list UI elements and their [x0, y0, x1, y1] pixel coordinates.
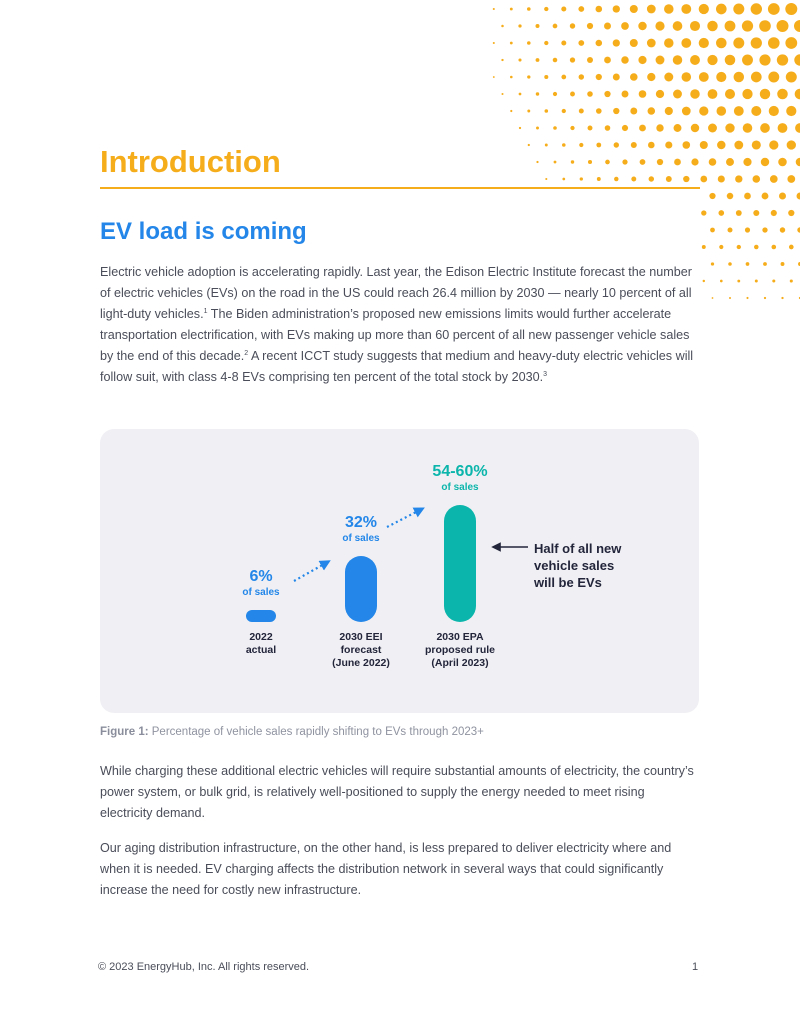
decorative-dot: [700, 176, 707, 183]
decorative-dot: [647, 5, 656, 14]
decorative-dot: [647, 73, 655, 81]
decorative-dot: [604, 91, 610, 97]
decorative-dot: [561, 75, 566, 80]
bar-2: [345, 556, 377, 622]
decorative-dot: [579, 143, 583, 147]
bar-value-sublabel-3: of sales: [441, 482, 479, 494]
decorative-dot: [785, 3, 797, 15]
decorative-dot: [493, 8, 495, 10]
decorative-dot: [501, 93, 503, 95]
decorative-dot: [536, 58, 540, 62]
bar-value-label-1: 6%: [249, 567, 273, 585]
decorative-dot: [702, 245, 706, 249]
decorative-dot: [707, 55, 717, 65]
decorative-dot: [510, 42, 513, 45]
intro-text-1: Electric vehicle adoption is accelerating rapidly. Last year, the Edison Electric Institute forecast the number of electric vehicles (EVs) on the road in the US could reach 26.4 million by 2030 — nearly 10 percent of all light-duty vehicles.: [100, 265, 692, 321]
decorative-dot: [501, 25, 504, 28]
decorative-dot: [690, 89, 700, 99]
decorative-dot: [553, 58, 558, 63]
decorative-dot: [742, 20, 753, 31]
decorative-dot: [729, 297, 731, 299]
decorative-dot: [737, 280, 740, 283]
decorative-dot: [674, 159, 681, 166]
decorative-dot: [579, 74, 584, 79]
decorative-dot: [753, 175, 761, 183]
decorative-dot: [596, 6, 603, 13]
decorative-dot: [770, 175, 778, 183]
decorative-dot: [665, 107, 673, 115]
decorative-dot: [707, 21, 717, 31]
figure-caption-label: Figure 1:: [100, 726, 149, 738]
decorative-dot: [691, 158, 698, 165]
distribution-paragraph: Our aging distribution infrastructure, on the other hand, is less prepared to deliver electricity where and when it is needed. EV charging affects the distribution network in several ways that could significantly increase the need for costly new infrastructure.: [100, 841, 672, 897]
decorative-dot: [777, 89, 788, 100]
decorative-dot: [787, 175, 795, 183]
decorative-dot: [527, 41, 531, 45]
decorative-dot: [631, 177, 636, 182]
bar-1: [246, 610, 276, 622]
decorative-dot: [759, 20, 771, 32]
decorative-dot: [736, 210, 742, 216]
decorative-dot: [604, 57, 611, 64]
decorative-dot: [796, 192, 800, 199]
decorative-dot: [717, 141, 725, 149]
decorative-dot: [777, 20, 789, 32]
decorative-dot: [690, 55, 700, 65]
decorative-dot: [580, 177, 583, 180]
decorative-dot: [699, 4, 709, 14]
decorative-dot: [510, 8, 513, 11]
decorative-dot: [781, 297, 783, 299]
decorative-dot: [536, 161, 538, 163]
decorative-dot: [519, 93, 522, 96]
category-label-1: 2022 actual: [245, 631, 277, 656]
decorative-dot: [674, 124, 682, 132]
decorative-dot: [742, 55, 753, 66]
decorative-dot: [604, 23, 611, 30]
decorative-dot: [614, 142, 619, 147]
decorative-dot: [640, 159, 646, 165]
decorative-dot: [751, 3, 762, 14]
decorative-dot: [753, 210, 759, 216]
figure-caption-text: Percentage of vehicle sales rapidly shifting to EVs through 2023+: [148, 726, 484, 738]
decorative-dot: [710, 228, 715, 233]
decorative-dot: [630, 5, 638, 13]
decorative-dot: [597, 177, 601, 181]
decorative-dot: [621, 56, 628, 63]
decorative-dot: [493, 42, 495, 44]
decorative-dot: [745, 227, 750, 232]
decorative-dot: [561, 6, 566, 11]
decorative-dot: [536, 127, 539, 130]
decorative-dot: [648, 142, 655, 149]
decorative-dot: [588, 126, 593, 131]
decorative-dot: [673, 21, 683, 31]
decorative-dot: [699, 38, 709, 48]
figure-caption: [100, 724, 484, 740]
decorative-dot: [703, 280, 705, 282]
decorative-dot: [544, 7, 548, 11]
decorative-dot: [780, 227, 785, 232]
decorative-dot: [666, 176, 672, 182]
decorative-dot: [562, 143, 566, 147]
decorative-dot: [664, 73, 673, 82]
decorative-dot: [544, 75, 548, 79]
decorative-dot: [771, 210, 777, 216]
decorative-dot: [570, 92, 575, 97]
decorative-dot: [518, 58, 521, 61]
decorative-dot: [536, 92, 539, 95]
decorative-dot: [786, 71, 797, 82]
decorative-dot: [795, 123, 800, 133]
decorative-dot: [649, 176, 654, 181]
page-number: 1: [692, 961, 699, 973]
decorative-dot: [790, 279, 793, 282]
decorative-dot: [578, 40, 584, 46]
decorative-dot: [579, 109, 584, 114]
decorative-dot: [622, 91, 629, 98]
decorative-dot: [772, 279, 775, 282]
decorative-dot: [613, 5, 620, 12]
decorative-dot: [493, 76, 495, 78]
decorative-dot: [683, 176, 689, 182]
bulk-grid-paragraph: While charging these additional electric vehicles will require substantial amounts of electricity, the country’s power system, or bulk grid, is relatively well-positioned to supply the energy needed to meet rising electricity demand.: [100, 764, 694, 820]
decorative-dot: [528, 144, 530, 146]
decorative-dot: [717, 106, 727, 116]
decorative-dot: [596, 143, 601, 148]
section-divider: [100, 187, 700, 189]
figure-callout: Half of all new vehicle sales will be EVs: [534, 541, 622, 590]
decorative-dot: [777, 54, 788, 65]
decorative-dot: [794, 54, 800, 65]
decorative-dot: [682, 107, 691, 116]
decorative-dot: [699, 72, 709, 82]
decorative-dot: [518, 24, 521, 27]
decorative-dot: [655, 21, 664, 30]
decorative-dot: [796, 158, 800, 167]
decorative-dot: [664, 4, 674, 14]
decorative-dot: [554, 161, 557, 164]
subsection-title: EV load is coming: [100, 218, 307, 245]
decorative-dot: [795, 89, 800, 100]
decorative-dot: [768, 37, 780, 49]
decorative-dot: [639, 125, 646, 132]
decorative-dot: [656, 124, 663, 131]
intro-text-2: The Biden administration’s proposed new emissions limits would further accelerate transportation electrification, with EVs making up more than 60 percent of all new passenger vehicle sales by the end of this decade.: [100, 307, 690, 363]
decorative-dot: [751, 106, 761, 116]
section-title: Introduction: [100, 144, 281, 179]
decorative-dot: [605, 125, 611, 131]
decorative-dot: [711, 262, 714, 265]
decorative-dot: [785, 37, 797, 49]
decorative-dot: [682, 72, 692, 82]
decorative-dot: [545, 144, 548, 147]
decorative-dot: [760, 123, 770, 133]
decorative-dot: [735, 175, 742, 182]
decorative-dot: [553, 24, 558, 29]
decorative-dot: [762, 227, 767, 232]
footnote-ref-2[interactable]: 2: [244, 349, 249, 357]
decorative-dot: [561, 40, 566, 45]
decorative-dot: [510, 110, 512, 112]
decorative-dot: [639, 90, 647, 98]
decorative-dot: [725, 89, 735, 99]
decorative-dot: [759, 54, 770, 65]
decorative-dot: [760, 89, 770, 99]
decorative-dot: [648, 107, 656, 115]
decorative-dot: [691, 124, 699, 132]
decorative-dot: [536, 24, 540, 28]
decorative-dot: [570, 126, 574, 130]
decorative-dot: [779, 193, 786, 200]
decorative-dot: [761, 158, 769, 166]
decorative-dot: [664, 38, 673, 47]
decorative-dot: [768, 3, 780, 15]
decorative-dot: [596, 74, 602, 80]
decorative-dot: [778, 123, 788, 133]
category-label-2: 2030 EEI forecast (June 2022): [332, 631, 390, 669]
decorative-dot: [545, 109, 549, 113]
decorative-dot: [701, 210, 706, 215]
bar-value-label-3: 54-60%: [432, 463, 488, 481]
decorative-dot: [622, 125, 628, 131]
decorative-dot: [613, 108, 619, 114]
decorative-dot: [734, 72, 744, 82]
decorative-dot: [786, 106, 796, 116]
footer-copyright: © 2023 EnergyHub, Inc. All rights reserved.: [98, 961, 310, 973]
decorative-dot: [587, 23, 593, 29]
decorative-dot: [656, 56, 665, 65]
decorative-dot: [769, 140, 778, 149]
decorative-dot: [690, 21, 700, 31]
bar-value-sublabel-2: of sales: [342, 533, 380, 545]
decorative-dot: [614, 177, 618, 181]
decorative-dot: [751, 72, 762, 83]
decorative-dot: [638, 22, 646, 30]
decorative-dot: [746, 297, 748, 299]
decorative-dot: [681, 38, 691, 48]
decorative-dot: [742, 89, 752, 99]
bar-3: [444, 505, 476, 622]
decorative-dot: [733, 38, 744, 49]
decorative-dot: [613, 39, 620, 46]
decorative-dot: [562, 109, 566, 113]
decorative-dot: [657, 159, 663, 165]
decorative-dot: [596, 108, 602, 114]
category-label-3: 2030 EPA proposed rule (April 2023): [424, 631, 495, 669]
decorative-dot: [746, 262, 750, 266]
decorative-dot: [682, 141, 690, 149]
decorative-dot: [762, 193, 769, 200]
decorative-dot: [700, 141, 708, 149]
decorative-dot: [630, 73, 638, 81]
decorative-dot: [656, 90, 664, 98]
decorative-dot: [622, 159, 627, 164]
decorative-dot: [553, 126, 557, 130]
decorative-dot: [630, 39, 638, 47]
decorative-dot: [744, 193, 751, 200]
decorative-dot: [501, 59, 503, 61]
decorative-dot: [613, 74, 620, 81]
decorative-dot: [570, 57, 575, 62]
decorative-dot: [768, 72, 779, 83]
decorative-dot: [719, 245, 723, 249]
decorative-dot: [764, 297, 766, 299]
bar-value-sublabel-1: of sales: [242, 586, 280, 598]
decorative-dot: [665, 141, 672, 148]
decorative-dot: [527, 110, 530, 113]
decorative-dot: [716, 4, 727, 15]
decorative-dot: [734, 141, 743, 150]
decorative-dot: [596, 40, 603, 47]
bar-value-label-2: 32%: [344, 514, 378, 532]
decorative-dot: [545, 178, 547, 180]
decorative-dot: [716, 38, 727, 49]
decorative-dot: [769, 106, 779, 116]
decorative-dot: [789, 245, 794, 250]
decorative-dot: [787, 140, 796, 149]
decorative-dot: [527, 7, 531, 11]
footnote-ref-3[interactable]: 3: [543, 370, 547, 378]
decorative-dot: [718, 210, 724, 216]
decorative-dot: [737, 245, 741, 249]
decorative-dot: [673, 55, 683, 65]
decorative-dot: [571, 160, 574, 163]
decorative-dot: [726, 158, 734, 166]
decorative-dot: [778, 158, 787, 167]
decorative-dot: [752, 140, 761, 149]
decorative-dot: [794, 20, 800, 32]
decorative-dot: [519, 127, 521, 129]
decorative-dot: [763, 262, 767, 266]
intro-text-3: A recent ICCT study suggests that medium and heavy-duty electric vehicles will follow suit, with class 4-8 EVs comprising ten percent of the total stock by 2030.: [100, 349, 694, 384]
decorative-dot: [708, 89, 718, 99]
decorative-dot: [638, 56, 646, 64]
decorative-dot: [781, 262, 785, 266]
decorative-dot: [725, 55, 736, 66]
decorative-dot: [709, 193, 715, 199]
decorative-dot: [727, 193, 734, 200]
decorative-dot: [605, 160, 610, 165]
decorative-dot: [716, 72, 726, 82]
decorative-dot: [734, 106, 744, 116]
decorative-dot: [630, 108, 637, 115]
decorative-dot: [570, 23, 575, 28]
decorative-dot: [788, 210, 794, 216]
decorative-dot: [743, 158, 751, 166]
ev-sales-figure: [100, 429, 699, 713]
decorative-dot: [712, 297, 714, 299]
decorative-dot: [699, 106, 708, 115]
decorative-dot: [725, 123, 734, 132]
decorative-dot: [673, 90, 682, 99]
decorative-dot: [754, 245, 759, 250]
decorative-dot: [708, 124, 717, 133]
decorative-dot: [727, 227, 732, 232]
decorative-dot: [743, 123, 753, 133]
decorative-dot: [587, 91, 593, 97]
decorative-dot: [751, 37, 762, 48]
decorative-dot: [588, 160, 592, 164]
decorative-dot: [587, 57, 593, 63]
decorative-dot: [562, 178, 565, 181]
decorative-dot: [681, 4, 691, 14]
footnote-ref-1[interactable]: 1: [203, 307, 208, 315]
decorative-dot: [771, 245, 776, 250]
decorative-dot: [733, 3, 744, 14]
decorative-dot: [510, 76, 513, 79]
decorative-dot: [647, 39, 656, 48]
intro-paragraph: [100, 262, 700, 388]
decorative-dot: [553, 92, 557, 96]
decorative-dot: [725, 21, 736, 32]
decorative-dot: [718, 175, 725, 182]
decorative-dot: [544, 41, 548, 45]
decorative-dot: [621, 22, 629, 30]
decorative-dot: [527, 75, 530, 78]
decorative-dot: [728, 262, 732, 266]
decorative-dot: [755, 280, 758, 283]
decorative-dot: [709, 158, 717, 166]
decorative-dot: [720, 280, 723, 283]
decorative-dot: [631, 142, 637, 148]
decorative-dot: [578, 6, 584, 12]
